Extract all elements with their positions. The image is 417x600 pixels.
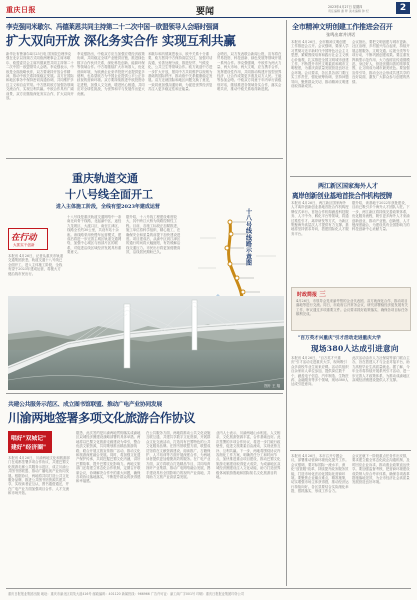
rail-body-2: 十八号线是重庆轨道交通网络中一条南北向骨干线路，北起渝中区，途经九龙坡区、大渡口区，南至江津区，线路全长约30公里，共设车站十余座。该线路采用快慢车运营模式，建成后将进一步完善主城区轨道交通网络，加强中心城区与西部片区的联系，对促进沿线区域经济发展具有重要意义。	[67, 215, 122, 255]
column-badge-title: 在行动	[11, 233, 37, 243]
right-bottom-body-2: 会议还就下一阶段重点任务作出安排，要求建立健全常态化政企沟通机制，及时回应企业诉求，推动惠企政策直达快享。要加强监督考核，把营商环境建设成效纳入综合考评体系，确保各项改革措施落地见效，为全市经济社会高质量发展营造良好环境。	[352, 454, 410, 485]
twin-city-badge-line-2: 建好"经济圈"	[11, 445, 47, 451]
rail-body-1: 本报讯 4月26日，记者从重庆市轨道交通集团获悉，轨道交通十八号线已全面开工，进入主体施工阶段，全线有望于2023年建成运营，将极大方便沿线市民出行。	[8, 254, 64, 276]
rail-sub: 进入主体施工阶段，全线有望2023年建成运营	[56, 204, 160, 210]
right-low-body-1: 本报讯 4月26日，"百万英才兴重庆"引才活动走进重庆大学，现场吸引众多高校毕业生前来应聘。活动共组织百余家用人单位参加，提供岗位数千个，涵盖电子信息、汽车制造、生物医药、金融服务等多个领域，现场380人达成引进意向。	[291, 356, 349, 387]
lead-body-col-1: 新华社布鲁塞尔4月25日电 国务院总理李克强在北京以视频方式同欧洲理事会主席米歇尔、欧盟委员会主席冯德莱恩共同主持第二十二次中国－欧盟领导人会晤。李克强表示，中欧是全面战略伙伴，双方要秉持开放合作精神，推动中欧关系持续稳定发展。双方在国际和地区事务中保持密切沟通协调，共同维护多边主义和自由贸易。中方愿同欧方加强各领域交流合作，实现互利共赢。中欧合作具有广阔前景，双方应继续深化务实合作，扩大双向开放。	[6, 52, 74, 101]
right-mid-kicker: 两江新区国家海外人才	[318, 183, 379, 190]
lead-body-col-3: 米歇尔和冯德莱恩表示，欧中关系十分重要，欧方愿同中方保持高层交往，加强对话沟通，妥善处理分歧，推进经贸、气候变化、公共卫生等领域合作。欧方欢迎中方进一步扩大开放，愿同中方共同维护以规则为基础的国际秩序，推动欧中关系健康稳定发展。双方还就国际和地区问题交换了意见，一致同意加强沟通协调，为促进世界经济复苏注入更多稳定性和正能量。	[148, 52, 213, 92]
masthead	[6, 3, 411, 17]
bottom-body-2: 据悉，此次签约是川渝两地贯彻落实成渝地区双城经济圈建设战略部署的具体举措。两地将以巴蜀文化旅游走廊建设为牵引，整合优质文旅资源，共同策划推出精品旅游线路，联合开展文旅宣传推广活动，推动文化和旅游深度融合发展。同时，将加强文化遗产保护传承，共同挖掘巴蜀文化内涵，讲好巴蜀故事，提升巴蜀文化影响力。两地文旅部门还将建立常态化合作机制，定期召开联席会议，协调解决合作中的重大问题，确保各项协议落地落实，不断提升群众的获得感和幸福感。	[76, 431, 141, 484]
masthead-logo: 重庆日报	[6, 5, 36, 14]
bottom-headline: 川渝两地签署多项文化旅游合作协议	[8, 411, 195, 425]
page-number: 2	[396, 2, 410, 14]
lead-headline: 扩大双向开放 深化务实合作 实现互利共赢	[6, 33, 236, 48]
bottom-body-4: 业内人士表示，川渝两地山水相连、人文相亲，文化旅游资源丰富，合作基础良好。此次签署的多项合作协议，将进一步打破行政壁垒，促进文旅要素自由流动，实现优势互补、互利共赢。下一步，两地将围绕协议内容细化工作方案，明确责任分工和时间节点，加快推进重点项目建设，推动巴蜀文化旅游走廊建设取得更大成效，为成渝地区双城经济圈建设注入文化动能，助力打造世界级休闲旅游胜地和国际知名文化旅游目的地。	[216, 431, 281, 480]
rail-map-title: 十八号线线路示意图	[246, 209, 253, 268]
twin-city-badge-line-1: 唱好"双城记"	[11, 436, 47, 442]
right-top-sub: 张鸣出席并讲话	[326, 32, 356, 37]
rail-rule	[6, 393, 283, 394]
date-line: 2023年4月27日 星期四	[328, 5, 363, 9]
rail-headline: 重庆轨道交通	[72, 172, 138, 185]
footer-text: 重庆日报报业集团出版 地址：重庆市渝北区同茂大道416号 邮政编码：401120 新闻热线：966966 广告许可证：渝工商广字001号 印刷：重庆日报报业集团印务公司	[8, 592, 245, 596]
right-low-kicker: "百万英才兴重庆"引才活动走进重庆大学	[298, 336, 381, 341]
lead-body-col-2: 李克强指出，中欧双方应当加强宏观经济政策协调，共同稳定全球产业链供应链，推进绿色数字合作伙伴关系，深化科技创新、能源环保等领域合作。中方将继续扩大市场准入，优化营商环境，为欧洲企业来华投资兴业提供更多便利，也希望欧方为中国企业提供公平公正非歧视的营商环境。双方要持续推进中欧投资协定进程，加强人文交流，增进民心相通，共同应对全球性挑战，为世界和平与发展作出更大贡献。	[77, 52, 145, 96]
info-box-body: 4月26日，市领导会见来渝考察的企业代表团，双方就深化合作、推动项目落地等进行交流。同日，市政府召开常务会议，研究部署稳经济促发展有关工作，审议通过多项重要文件。会议要求抓好政策落实，确保各项目标任务顺利完成。	[296, 299, 408, 317]
right-low-rule	[290, 450, 411, 451]
info-box-mark: 三	[319, 290, 326, 298]
right-low-body-2: 此次活动由市人力社保局等部门联合主办，旨在搭建人才与企业对接平台，助力高校毕业生高质量就业。据了解，今年全市将持续开展系列引才活动，进一步完善人才政策体系，为推动成渝地区双城经济圈建设提供人才支撑。	[352, 356, 410, 383]
editor-line: 责任编辑 谢 梦 美术编辑 钟 纪	[328, 9, 369, 13]
right-low-headline: 现场380人达成引进意向	[311, 344, 399, 353]
right-top-body-2: 会议指出，要把文明创建与城市更新、社区治理、乡村振兴结合起来，持续开展志愿服务、文明交通、垃圾分类等专项行动，不断巩固创建成果。要注重发挥典型示范作用，大力选树宣传道德模范、身边好人，营造崇德向善的浓厚氛围，让文明成为城市最美底色。要加强宣传引导，推动全社会形成共建共享的良好局面，激发广大群众参与创建的热情。	[352, 40, 410, 84]
right-top-headline: 全市精神文明创建工作推进会召开	[292, 22, 393, 31]
section-title: 要闻	[196, 7, 215, 17]
right-bottom-body-1: 本报讯 4月26日，本市召开专题会议，部署推动营商环境优化提升工作。会议强调，要对标国际一流水平，深化"放管服"改革，持续提升政务服务效能，打造市场化法治化国际化营商环境。要聚焦企业痛点难点，精准施策，切实增强市场主体获得感，推动经济运行持续向好。各区县要结合实际细化举措，狠抓落实，形成工作合力。	[291, 454, 349, 494]
right-mid-body-1: 本报讯 4月26日，两江新区国家海外人才离岸创新创业基地首批合作机构授牌仪式举行。首批合作机构涵盖科技服务、人才中介、孵化平台等领域，将通过柔性引才、离岸研发等方式，为新区集聚海外高层次人才提供有力支撑。基地将坚持需求导向，搭建国际化人才服务平台。	[291, 201, 349, 236]
footer-rule	[6, 588, 411, 589]
rail-bridge-photo	[8, 296, 284, 390]
lead-rule	[6, 158, 283, 159]
masthead-rule	[6, 17, 411, 18]
column-badge	[8, 228, 48, 250]
column-badge-twin-city	[8, 431, 52, 453]
right-mid-body-2: 据介绍，该基地于2022年获批建设，目前已吸引多个海外人才团队入驻。下一步，两江新区将持续完善政策体系，优化服务流程，吸引更多海外人才来渝创新创业，推动产业链、创新链、人才链深度融合，为建设具有全国影响力的科技创新中心贡献力量。	[352, 201, 410, 232]
rail-headline-2: 十八号线全面开工	[65, 188, 153, 201]
bottom-kicker: 共建公共服务示范区、成立图书馆联盟、推动广电产业协同发展	[8, 402, 162, 408]
column-divider	[286, 20, 287, 586]
lead-kicker: 李克强同米歇尔、冯德莱恩共同主持第二十二次中国－欧盟领导人会晤时强调	[6, 23, 219, 31]
info-box	[291, 287, 411, 331]
right-mid-headline: 离岸创新创业基地首批合作机构授牌	[292, 192, 392, 200]
lead-body-col-4: 会晤后，双方发表联合新闻公报，宣布将在贸易投资、科技创新、绿色发展等领域开展一系列合作。李克强强调，中欧作为两大力量、两大市场、两大文明，应当携手合作，发挥建设性作用，共同推动构建开放型世界经济，让合作成果更多惠及双方人民。王毅等参加会晤。中欧双方同意于年内举行高级别对话，继续推进各领域务实合作，落实会晤共识，推动中欧关系取得新进展。	[217, 52, 282, 92]
rail-body-3: 据介绍，十八号线工程建设难度较大，其中跨江大桥为线路控制性工程。目前，各施工标段正加紧推进，施工单位将科学组织、精心施工，在确保安全和质量的前提下加快建设进度。项目建成后，从渝中区到江津区的通行时间将大幅缩短，有效缓解沿线交通压力。市民出行将更加便捷高效，沿线居民期盼已久。	[126, 215, 181, 255]
bottom-body-3: 在公共服务方面，两地将推动公共文化设施互联互通，共建共享数字文化资源，开展群众文化交流活动，打造具有巴蜀特色的公共文化服务品牌。在图书馆联盟方面，联盟成员馆将在文献资源建设、阅读推广、古籍保护、人才培训等方面开展深度合作，为两地读者提供更加便捷高效的服务。在广电产业方面，双方将联合打造精品节目，共同培育视听产业集群，推动广电网络融合发展，携手建设具有全国影响力的视听产业高地，共同助力文旅产业高质量发展。	[146, 431, 211, 480]
right-top-body-1: 本报讯 4月26日，全市精神文明创建工作推进会召开。会议强调，要深入学习贯彻习近平新时代中国特色社会主义思想，紧紧围绕培育和践行社会主义核心价值观，扎实推进全国文明城市创建工作，不断提升市民文明素质和城市文明程度，为重庆高质量发展营造良好社会环境。会议要求，各区县各部门要压实工作责任，强化统筹协调，坚持问题导向，聚焦群众关切，推动精神文明建设取得新成效。	[291, 40, 349, 89]
info-box-label: 时政简报	[297, 292, 318, 298]
photo-caption: 图片 王 翔	[264, 384, 280, 388]
right-top-rule	[290, 176, 411, 177]
bridge-photo-svg	[8, 296, 284, 390]
column-badge-sub: 大抓实干创新	[13, 243, 35, 247]
bottom-body-1: 本报讯 4月26日，川渝两地文化和旅游部门在成都签署多项合作协议，共建巴蜀文化旅游走廊公共服务示范区、成立川渝公共图书馆联盟、推动广播电视产业协同发展。根据协议，两地将共同打造公共文化服务品牌，推进公共图书馆资源共建共享，实现读者证互认、图书通借通还，并在广电产业方面加强项目合作、人才交流和市场开拓。	[8, 456, 70, 496]
